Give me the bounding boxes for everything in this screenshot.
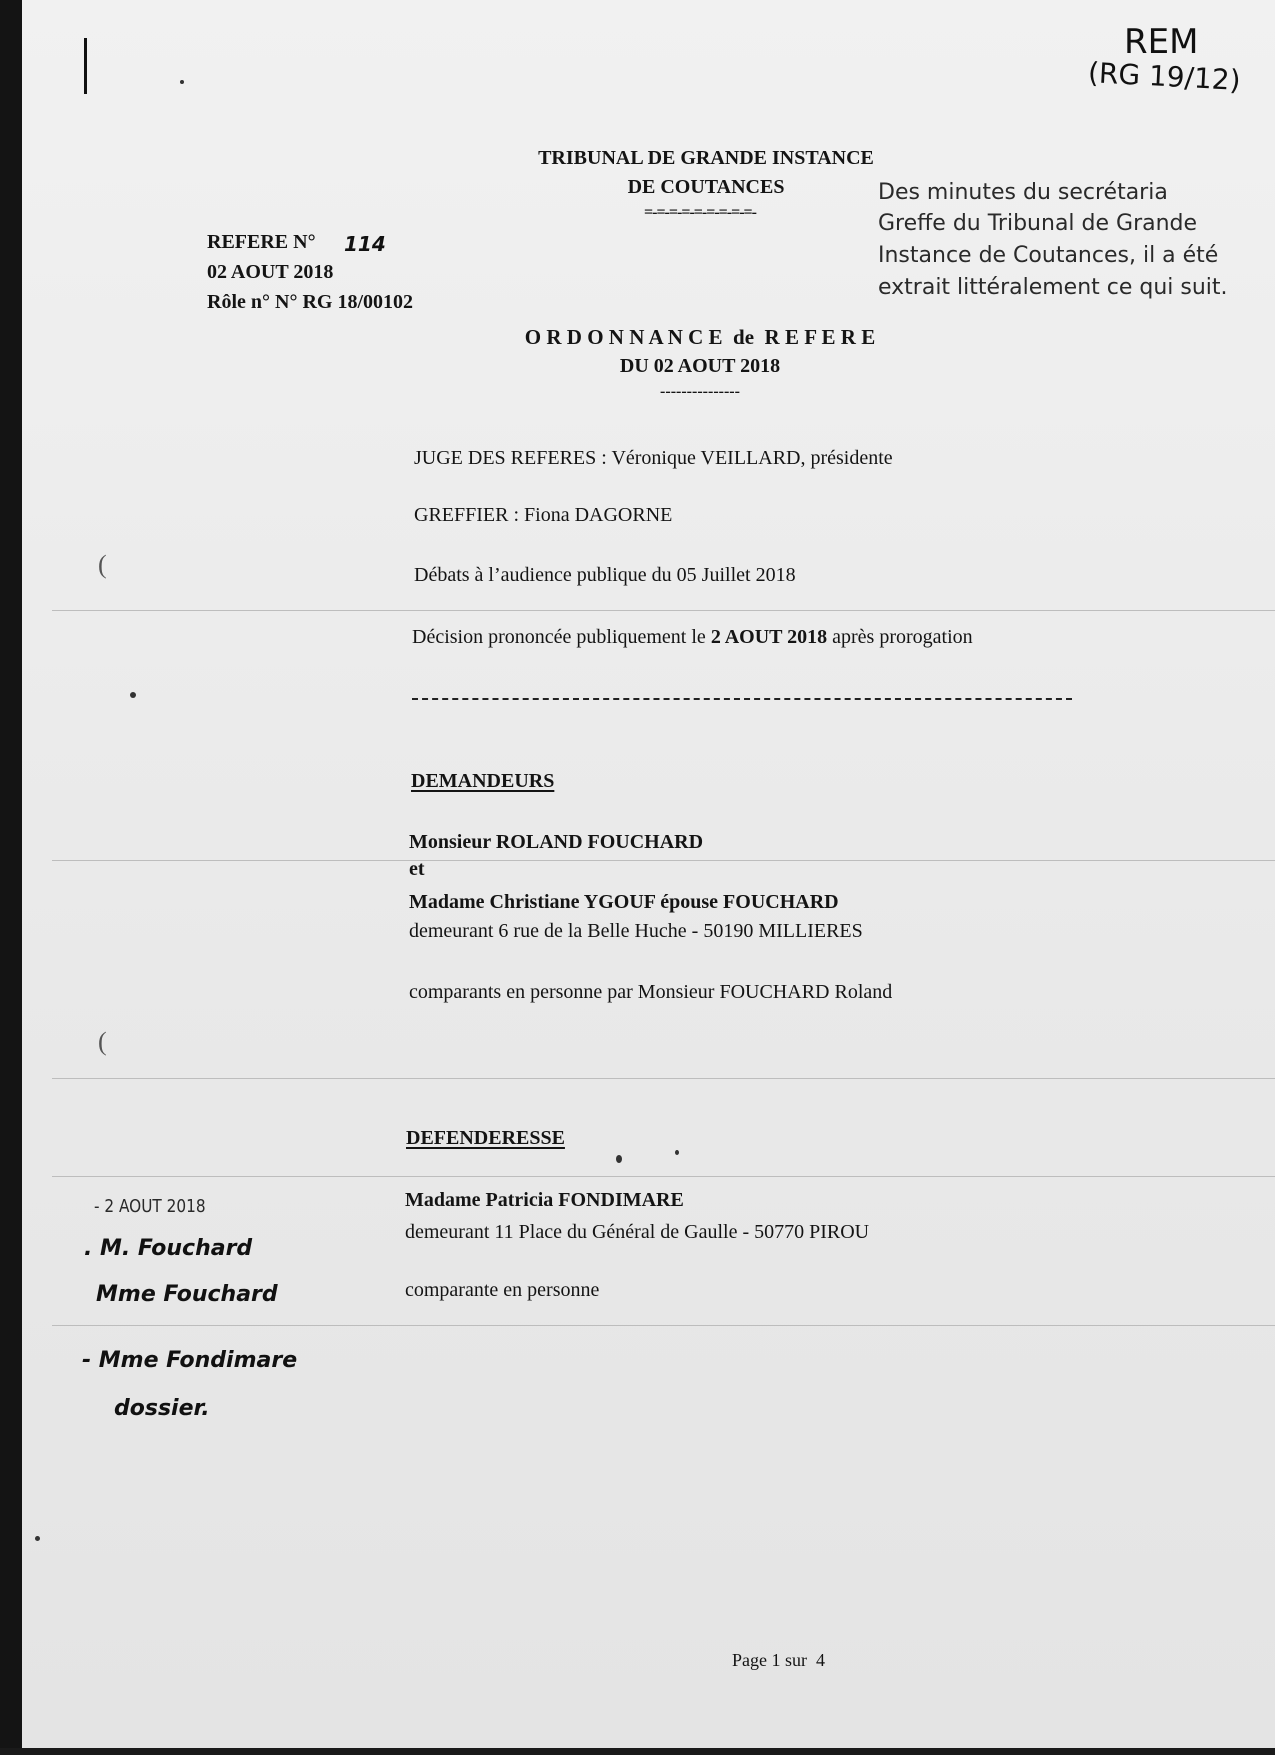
plaintiffs-address: demeurant 6 rue de la Belle Huche - 50190 MILLIERES <box>409 920 863 942</box>
scan-speck <box>180 80 184 84</box>
margin-note-3: - Mme Fondimare <box>82 1348 298 1373</box>
handwritten-reference-rg: (RG 19/12) <box>1087 56 1242 97</box>
court-name-line2: DE COUTANCES <box>627 176 785 198</box>
decision-date: 2 AOUT 2018 <box>710 626 828 648</box>
fold-line <box>52 1078 1275 1079</box>
scan-bottom-border <box>0 1748 1275 1755</box>
decision-prefix: Décision prononcée publiquement le <box>412 626 711 648</box>
stamp-line2: Greffe du Tribunal de Grande <box>878 211 1198 236</box>
margin-bracket: ( <box>98 1027 107 1056</box>
margin-bracket: ( <box>98 550 107 579</box>
plaintiff-name-2: Madame Christiane YGOUF épouse FOUCHARD <box>409 891 839 913</box>
scan-left-border <box>0 0 22 1755</box>
title-rule: --------------- <box>660 383 740 400</box>
clerk-line: GREFFIER : Fiona DAGORNE <box>414 504 673 526</box>
fold-line <box>52 1325 1275 1326</box>
page-number: Page 1 sur 4 <box>732 1650 825 1670</box>
handwritten-reference-rem: REM <box>1124 22 1199 62</box>
defendant-name: Madame Patricia FONDIMARE <box>405 1189 684 1211</box>
plaintiff-conjunction: et <box>409 858 425 880</box>
document-title: O R D O N N A N C E de R E F E R E <box>524 325 876 349</box>
scan-speck <box>130 692 136 698</box>
plaintiff-name-1: Monsieur ROLAND FOUCHARD <box>409 831 704 853</box>
role-number: Rôle n° N° RG 18/00102 <box>207 291 413 313</box>
refere-number-handwritten: 114 <box>344 232 386 256</box>
scan-speck <box>35 1536 40 1541</box>
margin-mark <box>84 38 87 94</box>
decision-suffix: après prorogation <box>827 626 973 648</box>
margin-note-4: dossier. <box>114 1396 210 1421</box>
scan-speck <box>675 1150 679 1155</box>
fold-line <box>52 860 1275 861</box>
refere-date: 02 AOUT 2018 <box>207 261 334 283</box>
defendant-address: demeurant 11 Place du Général de Gaulle - 50770 PIROU <box>405 1221 870 1243</box>
section-separator <box>412 698 1072 700</box>
stamp-line3: Instance de Coutances, il a été <box>878 243 1219 268</box>
judge-line: JUGE DES REFERES : Véronique VEILLARD, présidente <box>414 447 893 469</box>
fold-line <box>52 1176 1275 1177</box>
margin-note-2: Mme Fouchard <box>96 1282 278 1307</box>
fold-line <box>52 610 1275 611</box>
defendant-appearance: comparante en personne <box>405 1279 600 1301</box>
received-date-stamp: - 2 AOUT 2018 <box>94 1196 206 1217</box>
debates-line: Débats à l’audience publique du 05 Juillet 2018 <box>414 564 796 586</box>
defendant-heading: DEFENDERESSE <box>406 1127 565 1149</box>
document-title-date: DU 02 AOUT 2018 <box>619 355 781 377</box>
court-name-line1: TRIBUNAL DE GRANDE INSTANCE <box>538 147 874 169</box>
plaintiffs-appearance: comparants en personne par Monsieur FOUCHARD Roland <box>409 981 893 1003</box>
plaintiffs-heading: DEMANDEURS <box>411 770 555 792</box>
decision-line <box>412 625 973 649</box>
scan-speck <box>616 1155 622 1163</box>
stamp-line4: extrait littéralement ce qui suit. <box>878 275 1228 300</box>
stamp-line1: Des minutes du secrétaria <box>878 180 1168 205</box>
court-double-rule: =-=-=-=-=-=-=-=-=- <box>643 204 757 221</box>
margin-note-1: . M. Fouchard <box>84 1236 253 1261</box>
refere-number-label: REFERE N° <box>207 231 316 253</box>
